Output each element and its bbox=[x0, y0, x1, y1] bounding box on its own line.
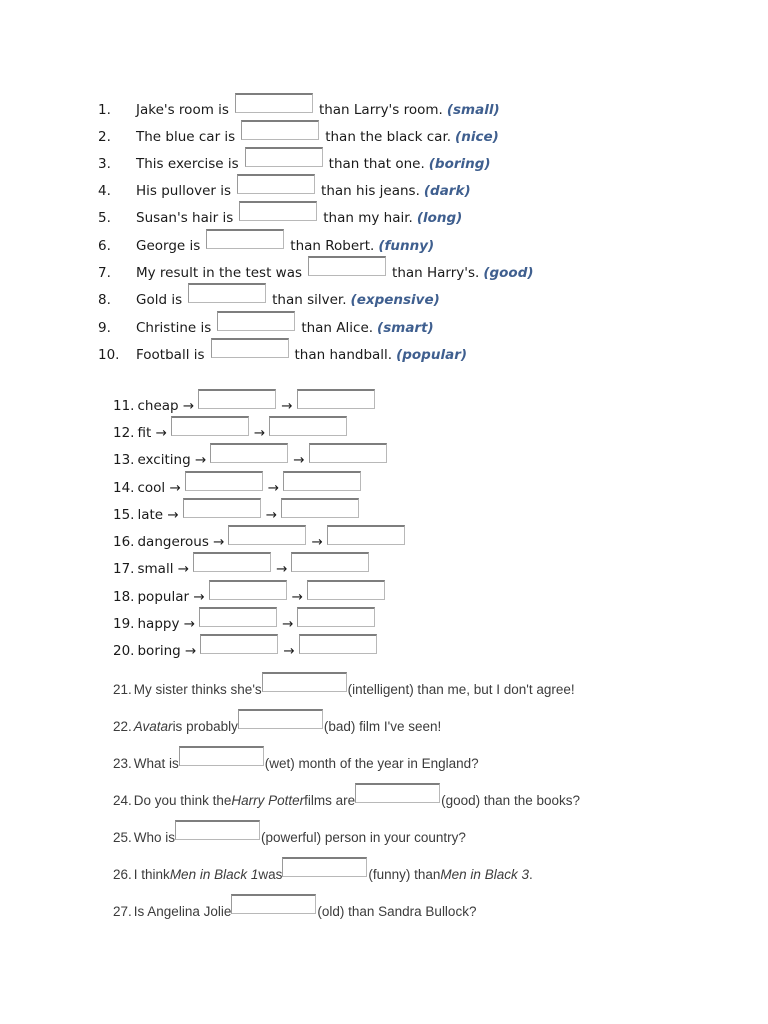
exercise-row-4 bbox=[98, 179, 471, 203]
sentence-row-26 bbox=[113, 862, 533, 886]
arrow-icon: → bbox=[253, 425, 266, 441]
answer-input[interactable] bbox=[308, 256, 386, 276]
sentence-start: Who is bbox=[133, 829, 176, 845]
comparative-input[interactable] bbox=[199, 607, 277, 627]
comparison-row-14 bbox=[113, 476, 366, 500]
comparative-input[interactable] bbox=[185, 471, 263, 491]
item-number: 12. bbox=[113, 425, 135, 441]
item-number: 3. bbox=[98, 156, 111, 172]
arrow-icon: → bbox=[267, 480, 280, 496]
exercise-row-8 bbox=[98, 288, 440, 312]
comparative-input[interactable] bbox=[171, 416, 249, 436]
sentence-start: I think bbox=[133, 866, 170, 882]
sentence-end: than Larry's room. bbox=[318, 102, 443, 118]
adjective-hint: (small) bbox=[446, 102, 500, 118]
adjective-hint: (expensive) bbox=[350, 292, 440, 308]
answer-input[interactable] bbox=[235, 93, 313, 113]
answer-input[interactable] bbox=[231, 894, 316, 914]
superlative-input[interactable] bbox=[269, 416, 347, 436]
answer-input[interactable] bbox=[245, 147, 323, 167]
comparison-row-11 bbox=[113, 394, 380, 418]
item-number: 7. bbox=[98, 265, 111, 281]
sentence-row-27 bbox=[113, 899, 476, 923]
item-number: 21. bbox=[113, 681, 132, 697]
item-number: 15. bbox=[113, 507, 135, 523]
adjective-hint: (popular) bbox=[396, 347, 468, 363]
sentence-end: (powerful) person in your country? bbox=[261, 829, 466, 845]
sentence-end: (wet) month of the year in England? bbox=[264, 755, 479, 771]
base-word: exciting bbox=[137, 452, 191, 468]
sentence-start: Is Angelina Jolie bbox=[133, 903, 232, 919]
arrow-icon: → bbox=[167, 507, 179, 523]
comparative-input[interactable] bbox=[193, 552, 271, 572]
adjective-hint: (boring) bbox=[428, 156, 491, 172]
superlative-input[interactable] bbox=[297, 389, 375, 409]
comparison-row-17 bbox=[113, 557, 374, 581]
item-number: 5. bbox=[98, 210, 111, 226]
answer-input[interactable] bbox=[179, 746, 264, 766]
sentence-row-23 bbox=[113, 751, 479, 775]
item-number: 8. bbox=[98, 292, 111, 308]
adjective-hint: (smart) bbox=[377, 320, 434, 336]
sentence-end: than the black car. bbox=[325, 129, 452, 145]
comparative-input[interactable] bbox=[210, 443, 288, 463]
comparison-row-18 bbox=[113, 585, 390, 609]
arrow-icon: → bbox=[155, 425, 167, 441]
item-number: 17. bbox=[113, 561, 135, 577]
superlative-input[interactable] bbox=[283, 471, 361, 491]
superlative-input[interactable] bbox=[309, 443, 387, 463]
arrow-icon: → bbox=[183, 616, 196, 632]
base-word: small bbox=[137, 561, 174, 577]
sentence-middle-2: (funny) than bbox=[368, 866, 441, 882]
exercise-row-9 bbox=[98, 316, 434, 340]
base-word: boring bbox=[137, 643, 181, 659]
exercise-row-5 bbox=[98, 206, 462, 230]
film-title: Avatar bbox=[133, 718, 173, 734]
sentence-start: My result in the test was bbox=[136, 265, 303, 281]
comparison-row-15 bbox=[113, 503, 364, 527]
item-number: 13. bbox=[113, 452, 135, 468]
sentence-start: Jake's room is bbox=[136, 102, 229, 118]
sentence-start: Susan's hair is bbox=[136, 210, 234, 226]
sentence-row-24 bbox=[113, 788, 580, 812]
item-number: 9. bbox=[98, 320, 111, 336]
answer-input[interactable] bbox=[211, 338, 289, 358]
superlative-input[interactable] bbox=[281, 498, 359, 518]
comparative-input[interactable] bbox=[228, 525, 306, 545]
comparative-input[interactable] bbox=[198, 389, 276, 409]
arrow-icon: → bbox=[282, 616, 294, 632]
arrow-icon: → bbox=[265, 507, 278, 523]
sentence-start: Football is bbox=[136, 347, 205, 363]
item-number: 25. bbox=[113, 829, 132, 845]
sentence-start: The blue car is bbox=[136, 129, 236, 145]
base-word: fit bbox=[137, 425, 152, 441]
base-word: dangerous bbox=[137, 534, 209, 550]
comparison-row-16 bbox=[113, 530, 410, 554]
adjective-hint: (good) bbox=[483, 265, 534, 281]
sentence-end: than silver. bbox=[272, 292, 347, 308]
comparison-row-19 bbox=[113, 612, 380, 636]
sentence-start: His pullover is bbox=[136, 183, 232, 199]
base-word: cool bbox=[137, 480, 166, 496]
superlative-input[interactable] bbox=[291, 552, 369, 572]
item-number: 14. bbox=[113, 480, 135, 496]
comparison-row-12 bbox=[113, 421, 352, 445]
item-number: 10. bbox=[98, 347, 120, 363]
comparative-input[interactable] bbox=[183, 498, 261, 518]
film-title-2: Men in Black 3 bbox=[440, 866, 529, 882]
sentence-end: than my hair. bbox=[323, 210, 413, 226]
base-word: cheap bbox=[137, 398, 179, 414]
sentence-start: What is bbox=[133, 755, 179, 771]
sentence-end: (old) than Sandra Bullock? bbox=[317, 903, 477, 919]
answer-input[interactable] bbox=[282, 857, 367, 877]
sentence-middle: was bbox=[258, 866, 283, 882]
adjective-hint: (dark) bbox=[423, 183, 471, 199]
superlative-input[interactable] bbox=[299, 634, 377, 654]
exercise-row-1 bbox=[98, 98, 500, 122]
item-number: 1. bbox=[98, 102, 111, 118]
exercise-row-6 bbox=[98, 234, 434, 258]
base-word: happy bbox=[137, 616, 180, 632]
item-number: 19. bbox=[113, 616, 135, 632]
arrow-icon: → bbox=[281, 398, 293, 414]
sentence-row-21 bbox=[113, 677, 575, 701]
sentence-end: than that one. bbox=[328, 156, 425, 172]
answer-input[interactable] bbox=[241, 120, 319, 140]
sentence-end: . bbox=[528, 866, 533, 882]
answer-input[interactable] bbox=[206, 229, 284, 249]
arrow-icon: → bbox=[276, 561, 288, 577]
answer-input[interactable] bbox=[355, 783, 440, 803]
arrow-icon: → bbox=[311, 534, 323, 550]
answer-input[interactable] bbox=[262, 672, 347, 692]
answer-input[interactable] bbox=[217, 311, 295, 331]
item-number: 26. bbox=[113, 866, 132, 882]
answer-input[interactable] bbox=[188, 283, 266, 303]
sentence-end: (intelligent) than me, but I don't agree! bbox=[347, 681, 575, 697]
exercise-row-10 bbox=[98, 343, 467, 367]
item-number: 27. bbox=[113, 903, 132, 919]
sentence-end: (bad) film I've seen! bbox=[323, 718, 442, 734]
item-number: 20. bbox=[113, 643, 135, 659]
superlative-input[interactable] bbox=[307, 580, 385, 600]
arrow-icon: → bbox=[194, 452, 207, 468]
sentence-end: than handball. bbox=[294, 347, 393, 363]
item-number: 4. bbox=[98, 183, 111, 199]
arrow-icon: → bbox=[182, 398, 195, 414]
arrow-icon: → bbox=[169, 480, 181, 496]
answer-input[interactable] bbox=[175, 820, 260, 840]
answer-input[interactable] bbox=[238, 709, 323, 729]
book-title: Harry Potter bbox=[231, 792, 305, 808]
sentence-end: than Alice. bbox=[301, 320, 374, 336]
comparison-row-20 bbox=[113, 639, 382, 663]
exercise-row-3 bbox=[98, 152, 491, 176]
arrow-icon: → bbox=[293, 452, 305, 468]
answer-input[interactable] bbox=[237, 174, 315, 194]
sentence-start: Gold is bbox=[136, 292, 183, 308]
arrow-icon: → bbox=[193, 589, 205, 605]
sentence-start: George is bbox=[136, 238, 201, 254]
item-number: 23. bbox=[113, 755, 132, 771]
base-word: popular bbox=[137, 589, 190, 605]
sentence-end: than Harry's. bbox=[392, 265, 480, 281]
film-title: Men in Black 1 bbox=[169, 866, 259, 882]
item-number: 22. bbox=[113, 718, 132, 734]
arrow-icon: → bbox=[177, 561, 190, 577]
comparison-row-13 bbox=[113, 448, 392, 472]
superlative-input[interactable] bbox=[297, 607, 375, 627]
arrow-icon: → bbox=[291, 589, 303, 605]
exercise-row-2 bbox=[98, 125, 499, 149]
sentence-end: than Robert. bbox=[290, 238, 375, 254]
comparative-input[interactable] bbox=[209, 580, 287, 600]
comparative-input[interactable] bbox=[200, 634, 278, 654]
arrow-icon: → bbox=[283, 643, 295, 659]
item-number: 11. bbox=[113, 398, 135, 414]
answer-input[interactable] bbox=[239, 201, 317, 221]
adjective-hint: (funny) bbox=[378, 238, 435, 254]
base-word: late bbox=[137, 507, 164, 523]
sentence-row-25 bbox=[113, 825, 466, 849]
item-number: 2. bbox=[98, 129, 111, 145]
superlative-input[interactable] bbox=[327, 525, 405, 545]
exercise-row-7 bbox=[98, 261, 534, 285]
sentence-start: My sister thinks she's bbox=[133, 681, 262, 697]
sentence-start: Do you think the bbox=[133, 792, 232, 808]
sentence-end: (good) than the books? bbox=[441, 792, 580, 808]
item-number: 18. bbox=[113, 589, 135, 605]
arrow-icon: → bbox=[185, 643, 197, 659]
sentence-start: is probably bbox=[172, 718, 238, 734]
adjective-hint: (long) bbox=[416, 210, 463, 226]
sentence-middle: films are bbox=[304, 792, 356, 808]
sentence-start: This exercise is bbox=[136, 156, 239, 172]
sentence-row-22 bbox=[113, 714, 441, 738]
item-number: 16. bbox=[113, 534, 135, 550]
sentence-start: Christine is bbox=[136, 320, 212, 336]
item-number: 24. bbox=[113, 792, 132, 808]
adjective-hint: (nice) bbox=[455, 129, 499, 145]
sentence-end: than his jeans. bbox=[321, 183, 420, 199]
arrow-icon: → bbox=[213, 534, 225, 550]
item-number: 6. bbox=[98, 238, 111, 254]
